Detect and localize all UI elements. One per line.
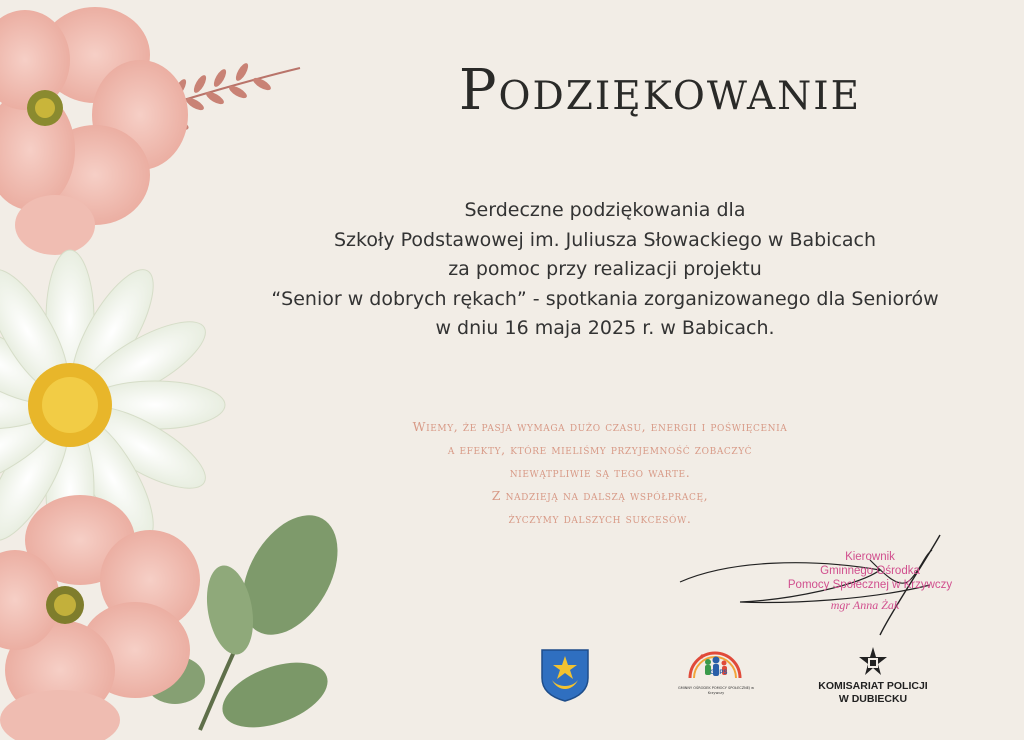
quote-line: życzymy dalszych sukcesów. bbox=[508, 511, 692, 526]
family-hearts-icon bbox=[680, 648, 750, 684]
crescent-star-shield-icon bbox=[540, 648, 590, 702]
police-line: KOMISARIAT POLICJI bbox=[818, 680, 928, 692]
police-star-icon bbox=[857, 646, 889, 678]
quote-line: niewątpliwie są tego warte. bbox=[509, 465, 691, 480]
gops-logo bbox=[680, 648, 750, 688]
gops-subtitle: GMINNY OŚRODEK POMOCY SPOŁECZNEJ w Krzywczy bbox=[678, 686, 754, 695]
stamp-line: Kierownik bbox=[845, 551, 895, 563]
thank-you-message bbox=[220, 196, 990, 344]
quote-line: Z nadzieją na dalszą współpracę, bbox=[491, 488, 709, 503]
floral-decoration bbox=[0, 0, 360, 740]
message-line: “Senior w dobrych rękach” - spotkania zorganizowanego dla Seniorów bbox=[271, 287, 939, 310]
police-line: W DUBIECKU bbox=[838, 693, 908, 705]
pink-flower-top bbox=[0, 7, 188, 255]
police-station-label bbox=[818, 680, 928, 706]
message-line: Szkoły Podstawowej im. Juliusza Słowackiego w Babicach bbox=[333, 228, 877, 251]
stamp-signatory-name: mgr Anna Żak bbox=[830, 598, 900, 612]
message-line: w dniu 16 maja 2025 r. w Babicach. bbox=[435, 317, 775, 339]
wishes-quote bbox=[300, 415, 900, 530]
official-stamp bbox=[770, 550, 970, 592]
message-line: za pomoc przy realizacji projektu bbox=[448, 258, 762, 280]
gops-label: GOPS bbox=[710, 670, 728, 676]
stamp-line: Gminnego Ośrodka bbox=[820, 565, 920, 577]
quote-line: a efekty, które mieliśmy przyjemność zobaczyć bbox=[447, 442, 753, 457]
message-line: Serdeczne podziękowania dla bbox=[464, 199, 746, 221]
quote-line: Wiemy, że pasja wymaga dużo czasu, energii i poświęcenia bbox=[412, 419, 788, 434]
page-title: Podziękowanie bbox=[458, 58, 862, 123]
stamp-line: Pomocy Społecznej w Krzywczy bbox=[787, 579, 953, 591]
